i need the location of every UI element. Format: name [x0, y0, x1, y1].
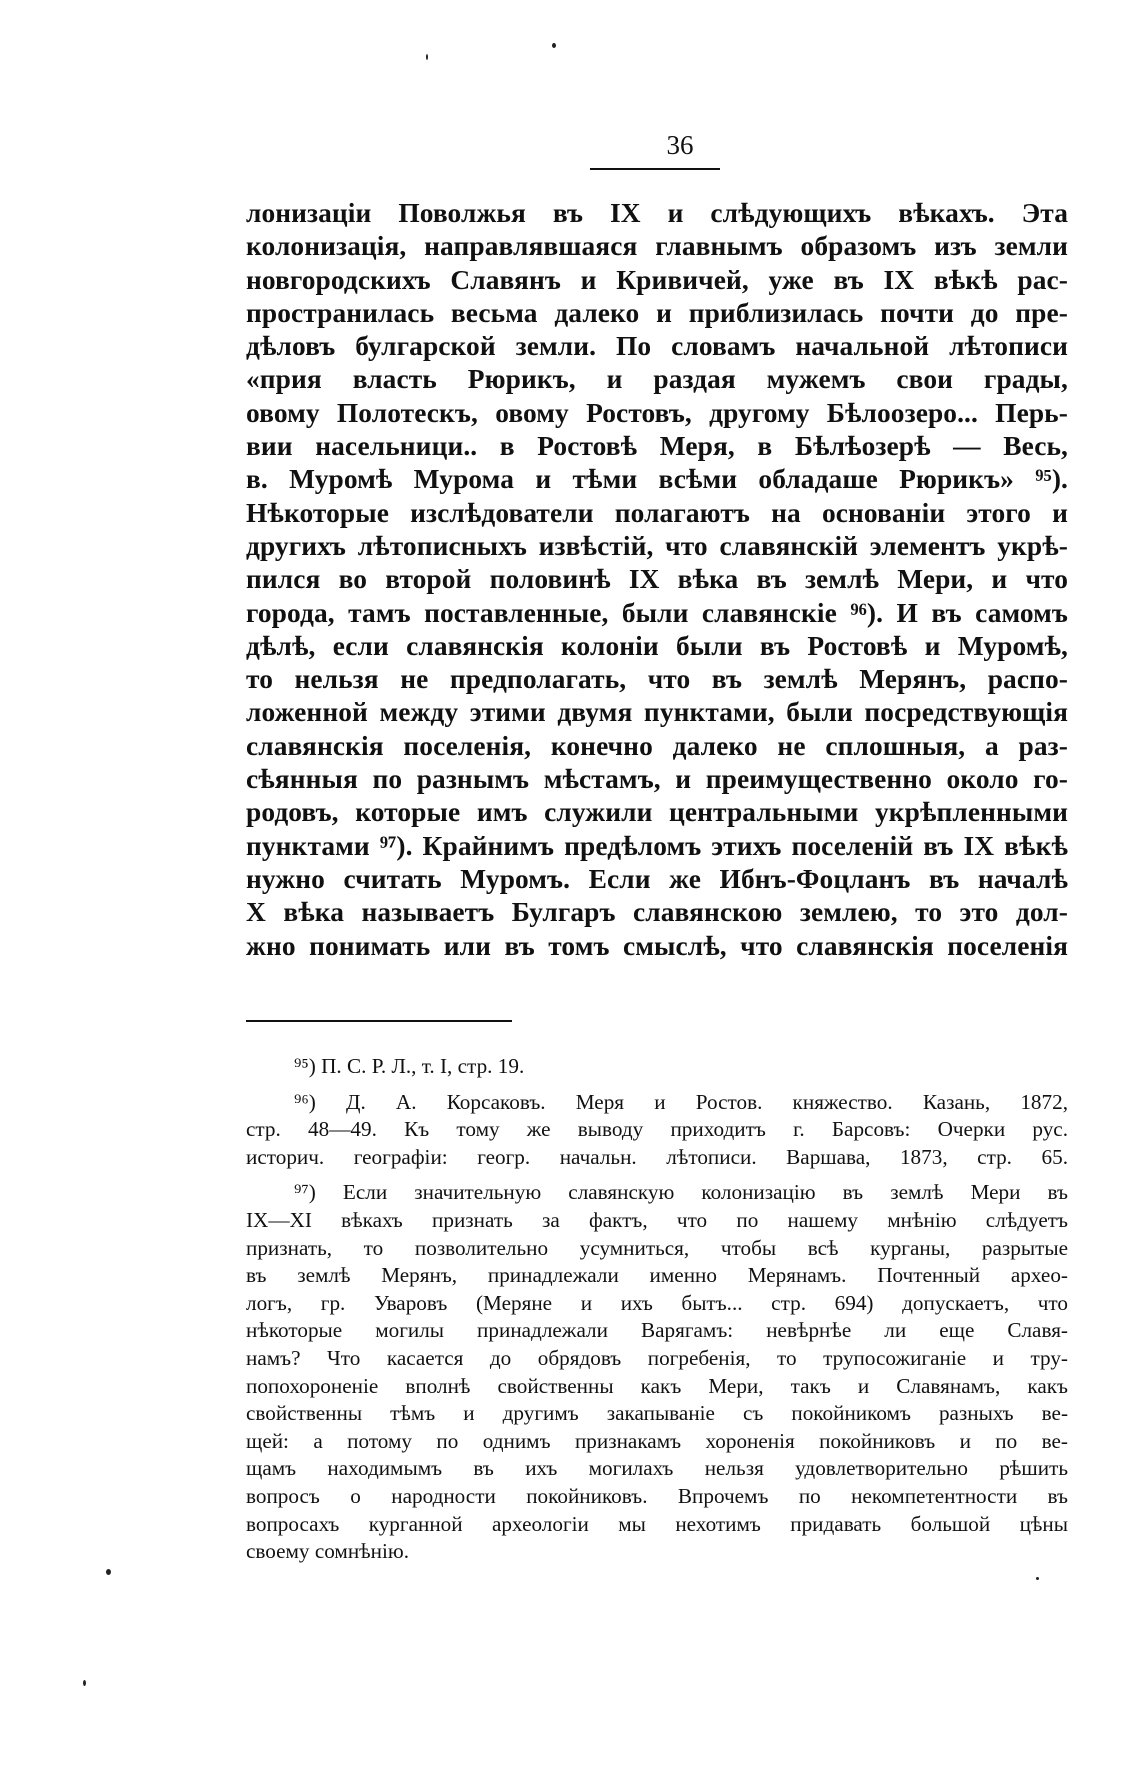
main-text-line: овому Полотескъ, овому Ростовъ, другому Бѣлоозеро... Перь- — [246, 397, 1068, 428]
main-text-block — [246, 197, 1068, 963]
footnote-line: щамъ находимымъ въ ихъ могилахъ нельзя удовлетворительно рѣшить — [246, 1456, 1068, 1481]
footnote-gap — [246, 1171, 1068, 1179]
footnote-line: историч. географіи: геогр. начальн. лѣтописи. Варшава, 1873, стр. 65. — [246, 1144, 1068, 1169]
footnote-line: IX—XI вѣкахъ признать за фактъ, что по нашему мнѣнію слѣдуетъ — [246, 1207, 1068, 1232]
footnote-gap — [246, 1081, 1068, 1089]
main-text-line: ложенной между этими двумя пунктами, были посредствующія — [246, 697, 1068, 728]
main-text-line: родовъ, которые имъ служили центральными укрѣпленными — [246, 797, 1068, 828]
footnote-97 — [246, 1179, 1068, 1565]
main-text-line: лонизаціи Поволжья въ IX и слѣдующихъ вѣкахъ. Эта — [246, 198, 1068, 228]
main-text-line: «прия власть Рюрикъ, и раздая мужемъ свои грады, — [246, 364, 1068, 395]
main-text-line: жно понимать или въ томъ смыслѣ, что славянскія поселенія — [246, 930, 1068, 961]
footnote-line: признать, то позволительно усумниться, чтобы всѣ курганы, разрытые — [246, 1235, 1068, 1260]
scan-speck — [83, 1680, 86, 1686]
main-text-line: города, тамъ поставленные, были славянскіе ⁹⁶). И въ самомъ — [246, 597, 1068, 628]
footnote-95: ⁹⁵) П. С. Р. Л., т. I, стр. 19. — [294, 1054, 525, 1078]
footnote-line: щей: а потому по однимъ признакамъ хороненія покойниковъ и по ве- — [246, 1428, 1068, 1453]
footnote-line: въ землѣ Мерянъ, принадлежали именно Мерянамъ. Почтенный архео- — [246, 1263, 1068, 1288]
scan-speck — [426, 54, 428, 60]
page-number: 36 — [666, 130, 694, 160]
main-text-line: пился во второй половинѣ IX вѣка въ землѣ Мери, и что — [246, 564, 1068, 595]
scan-speck — [106, 1569, 111, 1575]
footnote-line: свойственны тѣмъ и другимъ закапываніе съ покойникомъ разныхъ ве- — [246, 1401, 1068, 1426]
footnote-line: попохороненіе вполнѣ свойственны какъ Мери, такъ и Славянамъ, какъ — [246, 1373, 1068, 1398]
footnote-line: ⁹⁶) Д. А. Корсаковъ. Меря и Ростов. княжество. Казань, 1872, — [294, 1089, 1068, 1114]
scan-speck — [552, 43, 556, 48]
main-text-line: X вѣка называетъ Булгаръ славянскою землею, то это дол- — [246, 897, 1068, 928]
main-text-line: другихъ лѣтописныхъ извѣстій, что славянскій элементъ укрѣ- — [246, 530, 1068, 561]
footnote-line: ⁹⁷) Если значительную славянскую колонизацію въ землѣ Мери въ — [294, 1180, 1068, 1205]
scan-speck — [1036, 1577, 1039, 1580]
footnotes-block — [246, 1053, 1068, 1566]
main-text-line: нужно считать Муромъ. Если же Ибнъ-Фоцланъ въ началѣ — [246, 863, 1068, 894]
footnote-96 — [246, 1089, 1068, 1172]
main-text-line: дѣлѣ, если славянскія колоніи были въ Ростовѣ и Муромѣ, — [246, 630, 1068, 661]
main-text-line: дѣловъ булгарской земли. По словамъ начальной лѣтописи — [246, 331, 1068, 362]
footnote-line: вопросахъ курганной археологіи мы нехотимъ придавать большой цѣны — [246, 1511, 1068, 1536]
main-text-line: новгородскихъ Славянъ и Кривичей, уже въ IX вѣкѣ рас- — [246, 264, 1068, 295]
main-text-line: Нѣкоторые изслѣдователи полагаютъ на основаніи этого и — [246, 497, 1068, 528]
main-text-line: пунктами ⁹⁷). Крайнимъ предѣломъ этихъ поселеній въ IX вѣкѣ — [246, 830, 1068, 861]
footnote-line: логъ, гр. Уваровъ (Меряне и ихъ бытъ... стр. 694) допускаетъ, что — [246, 1290, 1068, 1315]
main-text-line: то нельзя не предполагать, что въ землѣ Мерянъ, распо- — [246, 664, 1068, 695]
footnote-line: вопросъ о народности покойниковъ. Впрочемъ по некомпетентности въ — [246, 1483, 1068, 1508]
footnote-separator — [246, 1020, 512, 1022]
main-text-line: в. Муромѣ Мурома и тѣми всѣми обладаше Рюрикъ» ⁹⁵). — [246, 464, 1068, 495]
footnote-line: нѣкоторые могилы принадлежали Варягамъ: невѣрнѣе ли еще Славя- — [246, 1318, 1068, 1343]
page-number-underline — [590, 168, 720, 170]
main-text-line: колонизація, направлявшаяся главнымъ образомъ изъ земли — [246, 231, 1068, 262]
footnote-line: намъ? Что касается до обрядовъ погребенія, то трупосожиганіе и тру- — [246, 1345, 1068, 1370]
main-text-line: пространилась весьма далеко и приблизилась почти до пре- — [246, 297, 1068, 328]
footnote-line: своему сомнѣнію. — [246, 1539, 410, 1564]
main-text-line: сѣянныя по разнымъ мѣстамъ, и преимущественно около го- — [246, 764, 1068, 795]
footnote-line: стр. 48—49. Къ тому же выводу приходитъ г. Барсовъ: Очерки рус. — [246, 1117, 1068, 1142]
main-text-line: вии насельници.. в Ростовѣ Меря, в Бѣлѣозерѣ — Весь, — [246, 431, 1068, 462]
main-text-line: славянскія поселенія, конечно далеко не сплошныя, а раз- — [246, 730, 1068, 761]
